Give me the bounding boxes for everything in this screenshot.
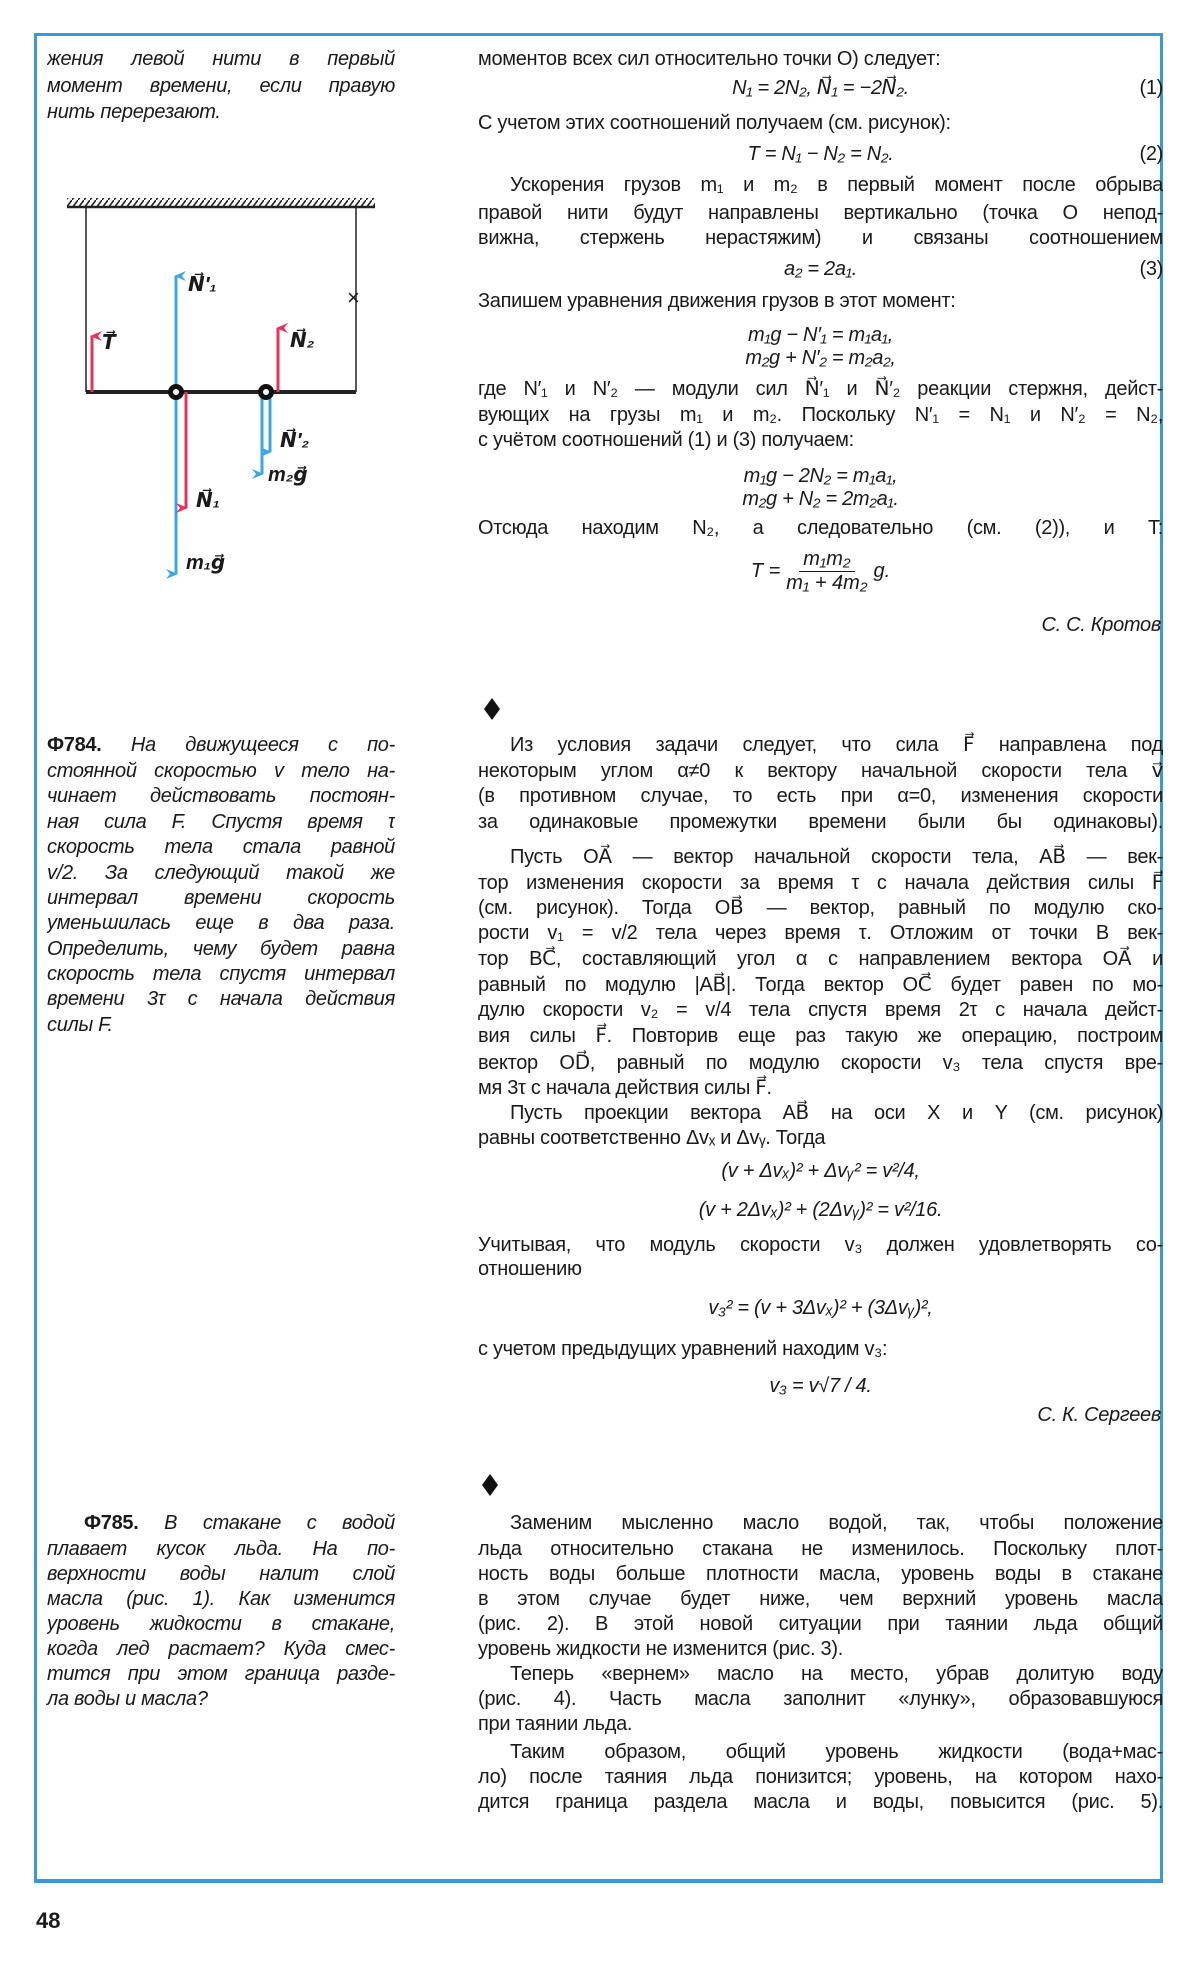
solution-text-line	[478, 870, 1163, 896]
problem-text-line	[47, 885, 395, 911]
line-text: v/2. За следующий такой же	[47, 862, 395, 884]
line-text: Из условия задачи следует, что сила F⃗ направлена под	[510, 734, 1163, 756]
solution-text-line	[478, 1232, 1163, 1258]
solution-text-line	[478, 997, 1163, 1023]
solution-text-line	[510, 172, 1163, 198]
solution-text-line	[478, 1536, 1163, 1562]
solution-text-line	[478, 895, 1163, 921]
solution-text-line	[478, 1686, 1163, 1712]
line-text: за одинаковые промежутки времени были бы одинаковы).	[478, 811, 1163, 833]
solution-text-line	[478, 427, 1163, 453]
equation-line	[478, 486, 1163, 512]
line-text: силы F.	[47, 1014, 113, 1036]
solution-text-line	[478, 758, 1163, 784]
line-text: моментов всех сил относительно точки O) следует:	[478, 48, 941, 70]
equation-line	[478, 141, 1163, 167]
line-text: стоянной скоростью v тело на-	[47, 760, 395, 782]
problem-text-line	[47, 809, 395, 835]
line-text: Заменим мысленно масло водой, так, чтобы положение	[510, 1512, 1163, 1534]
line-text: Ускорения грузов m₁ и m₂ в первый момент после обрыва	[510, 174, 1163, 196]
formula-tail: g.	[873, 559, 891, 582]
solution-text-line	[510, 1100, 1163, 1126]
line-text: где N′₁ и N′₂ — модули сил N⃗′₁ и N⃗′₂ реакции стержня, дейст-	[478, 378, 1163, 400]
line-text: интервал времени скорость	[47, 887, 395, 909]
solution-text-line	[478, 515, 1163, 541]
ceiling	[67, 198, 375, 206]
solution-text-line	[478, 1636, 1163, 1662]
solution-text-line	[478, 1125, 1163, 1151]
problem-text-line	[47, 783, 395, 809]
equation-line	[478, 256, 1163, 282]
line-text: правой нити будут направлены вертикально (точка O непод-	[478, 202, 1163, 224]
solution-text-line	[478, 376, 1163, 402]
solution-text-line	[478, 402, 1163, 428]
problem-text-line	[47, 1536, 395, 1562]
equation-line	[478, 1158, 1163, 1184]
solution-text-line	[510, 732, 1163, 758]
line-text: некоторым углом α≠0 к вектору начальной скорости тела v⃗	[478, 760, 1163, 782]
line-text: плавает кусок льда. На по-	[47, 1538, 395, 1560]
line-text: m₁g − N′₁ = m₁a₁,	[747, 324, 894, 346]
solution-text-line	[478, 288, 1163, 314]
equation-number: (2)	[1139, 143, 1163, 165]
solution-text-line	[478, 1023, 1163, 1049]
solution-text-line	[510, 1739, 1163, 1765]
solution-text-line	[478, 920, 1163, 946]
page-number: 48	[36, 1908, 61, 1933]
problem-text-line	[47, 732, 395, 758]
solution-text-line	[478, 200, 1163, 226]
line-text: скорость тела спустя интервал	[47, 963, 395, 985]
solution-text-line	[478, 1336, 1163, 1362]
line-text: v₃ = v√7 / 4.	[769, 1375, 872, 1397]
line-text: уровень жидкости в стакане,	[47, 1613, 395, 1635]
line-text: Пусть OA⃗ — вектор начальной скорости тела, AB⃗ — век-	[510, 846, 1163, 868]
line-text: чинает действовать постоян-	[47, 785, 395, 807]
problem-text-line	[47, 860, 395, 886]
label-N1-prime: N⃗′₁	[188, 274, 217, 296]
line-text: (v + Δvₓ)² + Δvᵧ² = v²/4,	[721, 1160, 920, 1182]
line-text: вектор OD⃗, равный по модулю скорости v₃ тела спустя вре-	[478, 1052, 1163, 1074]
line-text: отношению	[478, 1258, 582, 1280]
solution-text-line	[478, 1050, 1163, 1076]
line-text: вия силы F⃗. Повторив еще раз такую же операцию, построим	[478, 1025, 1163, 1047]
solution-text-line	[478, 110, 1163, 136]
line-text: v₃² = (v + 3Δvₓ)² + (3Δvᵧ)²,	[708, 1297, 933, 1319]
line-text: m₂g + N′₂ = m₂a₂,	[745, 347, 896, 369]
problem-text-line	[47, 1012, 395, 1038]
fraction-denominator: m₁ + 4m₂	[786, 571, 868, 594]
signature-sergeev: С. К. Сергеев	[1037, 1404, 1161, 1426]
line-text: масла (рис. 1). Как изменится	[47, 1588, 395, 1610]
label-N2-prime: N⃗′₂	[280, 430, 310, 452]
line-text: ло) после таяния льда понизится; уровень, на котором нахо-	[478, 1766, 1163, 1788]
solution-text-line	[478, 946, 1163, 972]
line-text: вижна, стержень нерастяжим) и связаны соотношением	[478, 227, 1163, 249]
problem-text-line	[47, 1636, 395, 1662]
problem-text-line	[47, 1561, 395, 1587]
solution-text-line	[478, 1075, 1163, 1101]
line-text: Запишем уравнения движения грузов в этот момент:	[478, 290, 956, 312]
formula-lhs: T =	[750, 559, 781, 582]
problem-text-line	[84, 1510, 395, 1536]
problem-text-line	[47, 1611, 395, 1637]
equation-number: (3)	[1139, 258, 1163, 280]
problem-number: Ф784.	[47, 734, 102, 756]
line-text: тор изменения скорости за время τ с начала действия силы F⃗	[478, 872, 1163, 894]
solution-text-line	[478, 1611, 1163, 1637]
line-text: верхности воды налит слой	[47, 1563, 395, 1585]
label-T: T⃗	[102, 332, 116, 354]
line-text: (в противном случае, то есть при α=0, изменения скорости	[478, 785, 1163, 807]
line-text: рости v₁ = v/2 тела через время τ. Отложим от точки B век-	[478, 922, 1163, 944]
line-text: мя 3τ с начала действия силы F⃗.	[478, 1077, 772, 1099]
solution-text-line	[478, 1256, 1163, 1282]
line-text: жения левой нити в первый	[47, 48, 395, 70]
problem-text-line	[47, 758, 395, 784]
problem-text-line	[47, 1586, 395, 1612]
line-text: равны соответственно Δvₓ и Δvᵧ. Тогда	[478, 1127, 826, 1149]
solution-text-line	[478, 1586, 1163, 1612]
line-text: льда относительно стакана не изменилось. Поскольку плот-	[478, 1538, 1163, 1560]
signature-krotov: С. С. Кротов	[1041, 614, 1161, 636]
solution-text-line	[478, 1764, 1163, 1790]
line-text: с учетом предыдущих уравнений находим v₃:	[478, 1338, 888, 1360]
solution-text-line	[478, 1789, 1163, 1815]
formula-T	[478, 548, 1163, 594]
label-N2: N⃗₂	[290, 330, 315, 352]
line-text: (см. рисунок). Тогда OB⃗ — вектор, равный по модулю ско-	[478, 897, 1163, 919]
solution-text-line	[478, 972, 1163, 998]
label-m1g: m₁g⃗	[186, 552, 226, 574]
problem-number: Ф785.	[84, 1512, 139, 1534]
line-text: вующих на грузы m₁ и m₂. Поскольку N′₁ = N₁ и N′₂ = N₂,	[478, 404, 1163, 426]
problem-text-line	[47, 1686, 395, 1712]
line-text: Отсюда находим N₂, а следовательно (см. (2)), и T:	[478, 517, 1163, 539]
problem-text-line	[47, 961, 395, 987]
line-text: дится граница раздела масла и воды, повысится (рис. 5).	[478, 1791, 1163, 1813]
problem-text-line	[47, 936, 395, 962]
line-text: С учетом этих соотношений получаем (см. рисунок):	[478, 112, 951, 134]
line-text: Пусть проекции вектора AB⃗ на оси X и Y (см. рисунок)	[510, 1102, 1163, 1124]
line-text: Учитывая, что модуль скорости v₃ должен удовлетворять со-	[478, 1234, 1163, 1256]
line-text: с учётом соотношений (1) и (3) получаем:	[478, 429, 854, 451]
line-text: уменьшилась еще в два раза.	[47, 912, 395, 934]
line-text: ность воды больше плотности масла, уровень воды в стакане	[478, 1563, 1163, 1585]
line-text: (рис. 2). В этой новой ситуации при таянии льда общий	[478, 1613, 1163, 1635]
equation-line	[478, 75, 1163, 101]
label-N1: N⃗₁	[196, 490, 220, 512]
line-text: времени 3τ с начала действия	[47, 988, 395, 1010]
problem-text-line	[47, 1661, 395, 1687]
equation-line	[478, 1295, 1163, 1321]
line-text: ла воды и масла?	[47, 1688, 208, 1710]
line-text: скорость тела стала равной	[47, 836, 395, 858]
problem-text-line	[47, 986, 395, 1012]
line-text: В стакане с водой	[138, 1512, 395, 1534]
line-text: (рис. 4). Часть масла заполнит «лунку», образовавшуюся	[478, 1688, 1163, 1710]
line-text: Определить, чему будет равна	[47, 938, 395, 960]
line-text: момент времени, если правую	[47, 75, 395, 97]
solution-text-line	[510, 1510, 1163, 1536]
equation-number: (1)	[1139, 77, 1163, 99]
line-text: На движущееся с по-	[101, 734, 395, 756]
fraction-numerator: m₁m₂	[799, 548, 854, 572]
problem-text-line	[47, 910, 395, 936]
line-text: равный по модулю |AB⃗|. Тогда вектор OC⃗ будет равен по мо-	[478, 974, 1163, 996]
problem-text-line	[47, 834, 395, 860]
solution-text-line	[478, 225, 1163, 251]
line-text: N₁ = 2N₂, N⃗₁ = −2N⃗₂.	[732, 77, 909, 99]
solution-text-line	[478, 1711, 1163, 1737]
line-text: дулю скорости v₂ = v/4 тела спустя время 2τ с начала дейст-	[478, 999, 1163, 1021]
line-text: m₁g − 2N₂ = m₁a₁,	[743, 465, 898, 487]
line-text: при таянии льда.	[478, 1713, 633, 1735]
solution-text-line	[478, 809, 1163, 835]
equation-line	[478, 1197, 1163, 1223]
line-text: ная сила F. Спустя время τ	[47, 811, 395, 833]
line-text: a₂ = 2a₁.	[784, 258, 857, 280]
cut-mark: ×	[347, 285, 360, 310]
solution-text-line	[510, 1661, 1163, 1687]
line-text: нить перерезают.	[47, 101, 221, 123]
solution-text-line	[478, 783, 1163, 809]
line-text: Теперь «вернем» масло на место, убрав долитую воду	[510, 1663, 1163, 1685]
fraction	[786, 548, 867, 595]
line-text: когда лед растает? Куда смес-	[47, 1638, 395, 1660]
solution-text-line	[478, 1561, 1163, 1587]
solution-text-line	[510, 844, 1163, 870]
equation-line	[478, 345, 1163, 371]
line-text: T = N₁ − N₂ = N₂.	[747, 143, 894, 165]
equation-line	[478, 1373, 1163, 1399]
line-text: Таким образом, общий уровень жидкости (вода+мас-	[510, 1741, 1163, 1763]
label-m2g: m₂g⃗	[268, 464, 308, 486]
line-text: тится при этом граница разде-	[47, 1663, 395, 1685]
line-text: (v + 2Δvₓ)² + (2Δvᵧ)² = v²/16.	[698, 1199, 943, 1221]
solution-text-line	[478, 46, 1163, 72]
line-text: в этом случае будет ниже, чем верхний уровень масла	[478, 1588, 1163, 1610]
line-text: тор BC⃗, составляющий угол α с направлением вектора OA⃗ и	[478, 948, 1163, 970]
line-text: уровень жидкости не изменится (рис. 3).	[478, 1638, 843, 1660]
line-text: m₂g + N₂ = 2m₂a₁.	[742, 488, 899, 510]
